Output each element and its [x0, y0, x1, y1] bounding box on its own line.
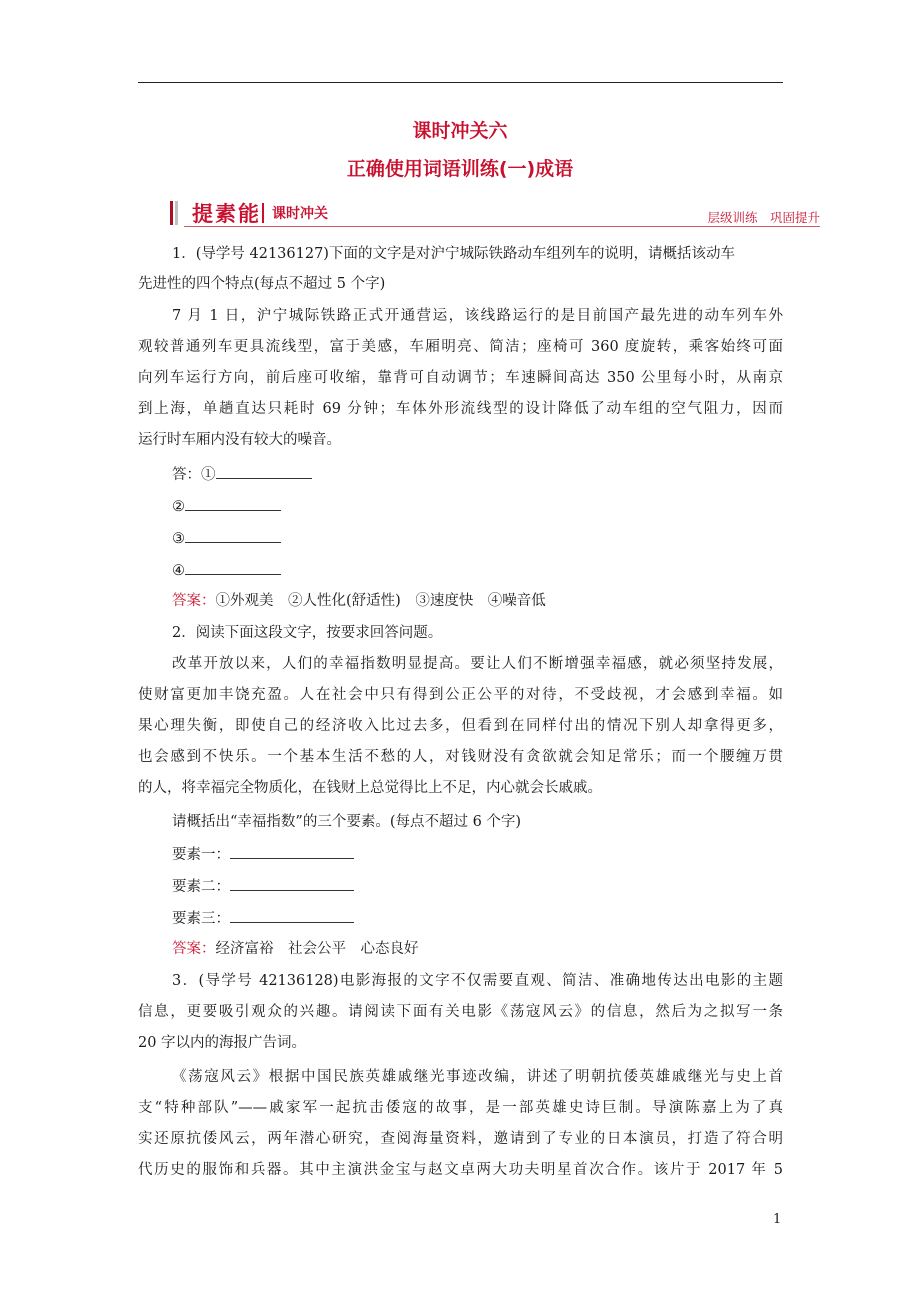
answer-blank-line[interactable]	[185, 496, 281, 511]
q1-answer-blank-4	[172, 560, 783, 581]
banner-separator	[262, 203, 264, 223]
q1-stem-line: 1．(导学号 42136127)下面的文字是对沪宁城际铁路动车组列车的说明，请概括该动车	[172, 246, 735, 262]
q1-answer-blank-3	[172, 528, 783, 549]
answer-blank-line[interactable]	[216, 464, 312, 479]
q3-passage-line: 支“特种部队”——戚家军一起抗击倭寇的故事，是一部英雄史诗巨制。导演陈嘉上为了真	[138, 1100, 783, 1116]
page-title: 课时冲关六	[412, 120, 508, 142]
q1-answer-blank-2	[172, 496, 783, 517]
answer-blank-line[interactable]	[230, 876, 354, 891]
blank-label: ③	[172, 531, 185, 547]
blank-label: 答：①	[172, 467, 216, 483]
q2-element-blank-3	[172, 908, 783, 929]
q3-stem-line: 20 字以内的海报广告词。	[138, 1035, 307, 1051]
q2-element-blank-1	[172, 844, 783, 865]
q1-passage-line: 7 月 1 日，沪宁城际铁路正式开通营运，该线路运行的是目前国产最先进的动车列车外	[172, 308, 783, 324]
q1-passage-line: 向列车运行方向，前后座可收缩，靠背可自动调节；车速瞬间高达 350 公里每小时，从南京	[138, 370, 783, 386]
q1-passage-line: 到上海，单趟直达只耗时 69 分钟；车体外形流线型的设计降低了动车组的空气阻力，因而	[138, 401, 783, 417]
q2-passage-line: 也会感到不快乐。一个基本生活不愁的人，对钱财没有贪欲就会知足常乐；而一个腰缠万贯	[138, 749, 783, 765]
q1-passage-line: 观较普通列车更具流线型，富于美感，车厢明亮、简洁；座椅可 360 度旋转，乘客始终可面	[138, 339, 783, 355]
q3-stem-line: 3．(导学号 42136128)电影海报的文字不仅需要直观、简洁、准确地传达出电影的主题	[172, 973, 783, 989]
blank-label: 要素一：	[172, 847, 230, 863]
q1-answer-blank-1	[172, 464, 783, 485]
q2-passage-line: 果心理失衡，即使自己的经济收入比过去多，但看到在同样付出的情况下别人却拿得更多，	[138, 718, 783, 734]
q3-passage-line: 《荡寇风云》根据中国民族英雄戚继光事迹改编，讲述了明朝抗倭英雄戚继光与史上首	[172, 1069, 783, 1085]
banner-main-label: 提素能	[192, 202, 261, 226]
answer-blank-line[interactable]	[185, 560, 281, 575]
q2-stem-line: 2．阅读下面这段文字，按要求回答问题。	[172, 625, 443, 641]
q3-stem-line: 信息，更要吸引观众的兴趣。请阅读下面有关电影《荡寇风云》的信息，然后为之拟写一条	[138, 1004, 783, 1020]
answer-text: ①外观美 ②人性化(舒适性) ③速度快 ④噪音低	[215, 593, 546, 609]
blank-label: 要素三：	[172, 911, 230, 927]
answer-label: 答案：	[172, 941, 216, 957]
banner-underline	[184, 226, 820, 227]
q2-answer	[172, 939, 783, 959]
q1-passage-line: 运行时车厢内没有较大的噪音。	[138, 432, 341, 448]
banner-right-label: 层级训练 巩固提升	[707, 210, 820, 225]
q2-passage-line: 的人，将幸福完全物质化，在钱财上总觉得比上不足，内心就会长戚戚。	[138, 780, 602, 796]
banner-bars-icon	[170, 201, 182, 225]
q2-passage-line: 使财富更加丰饶充盈。人在社会中只有得到公正公平的对待，不受歧视，才会感到幸福。如	[138, 687, 783, 703]
q2-element-blank-2	[172, 876, 783, 897]
answer-label: 答案：	[172, 593, 216, 609]
q1-stem-line: 先进性的四个特点(每点不超过 5 个字)	[138, 276, 386, 292]
answer-blank-line[interactable]	[230, 844, 354, 859]
banner-sub-label: 课时冲关	[272, 206, 328, 222]
answer-text: 经济富裕 社会公平 心态良好	[215, 941, 419, 957]
q3-passage-line: 实还原抗倭风云，两年潜心研究，查阅海量资料，邀请到了专业的日本演员，打造了符合明	[138, 1131, 783, 1147]
answer-blank-line[interactable]	[230, 908, 354, 923]
page-subtitle: 正确使用词语训练(一)成语	[346, 158, 574, 180]
blank-label: 要素二：	[172, 879, 230, 895]
header-rule	[138, 82, 783, 83]
section-banner	[170, 198, 820, 228]
q3-passage-line: 代历史的服饰和兵器。其中主演洪金宝与赵文卓两大功夫明星首次合作。该片于 2017 年 5	[138, 1162, 783, 1178]
answer-blank-line[interactable]	[185, 528, 281, 543]
q2-ask: 请概括出“幸福指数”的三个要素。(每点不超过 6 个字)	[172, 814, 522, 830]
blank-label: ②	[172, 499, 185, 515]
page-number: 1	[773, 1212, 782, 1227]
q1-answer	[172, 591, 783, 611]
blank-label: ④	[172, 563, 185, 579]
q2-passage-line: 改革开放以来，人们的幸福指数明显提高。要让人们不断增强幸福感，就必须坚持发展，	[172, 656, 783, 672]
